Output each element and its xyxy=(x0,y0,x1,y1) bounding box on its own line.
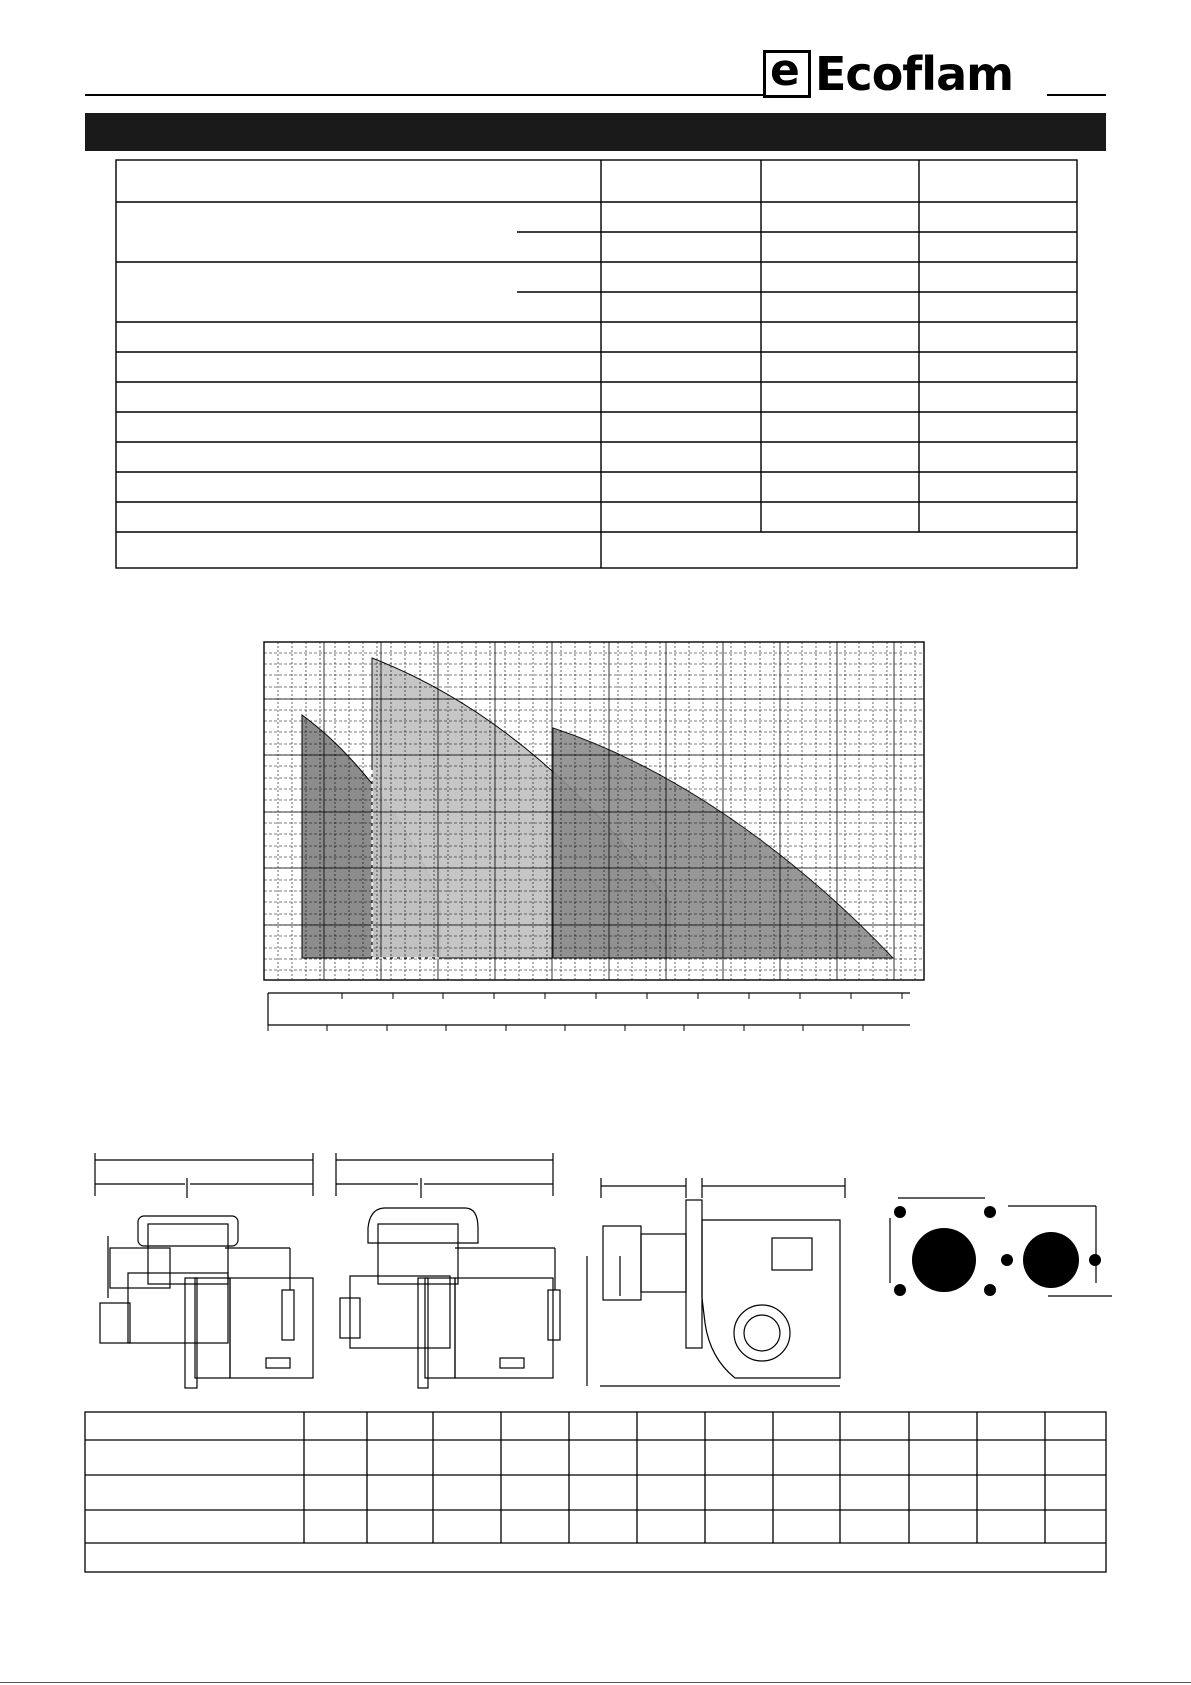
ecoflam-e-logo-icon: e xyxy=(763,50,811,98)
burner-drawings xyxy=(0,1148,1191,1388)
brand-name: Ecoflam xyxy=(815,47,1014,101)
side-view-2 xyxy=(368,1208,478,1243)
working-field-chart xyxy=(0,620,1191,1080)
front-view xyxy=(603,1226,641,1300)
side-view-1 xyxy=(138,1216,238,1246)
dimension-table xyxy=(0,1400,1191,1580)
footer-rule xyxy=(0,1682,1191,1683)
spec-table xyxy=(0,0,1191,600)
flange-drilling xyxy=(894,1206,1101,1296)
